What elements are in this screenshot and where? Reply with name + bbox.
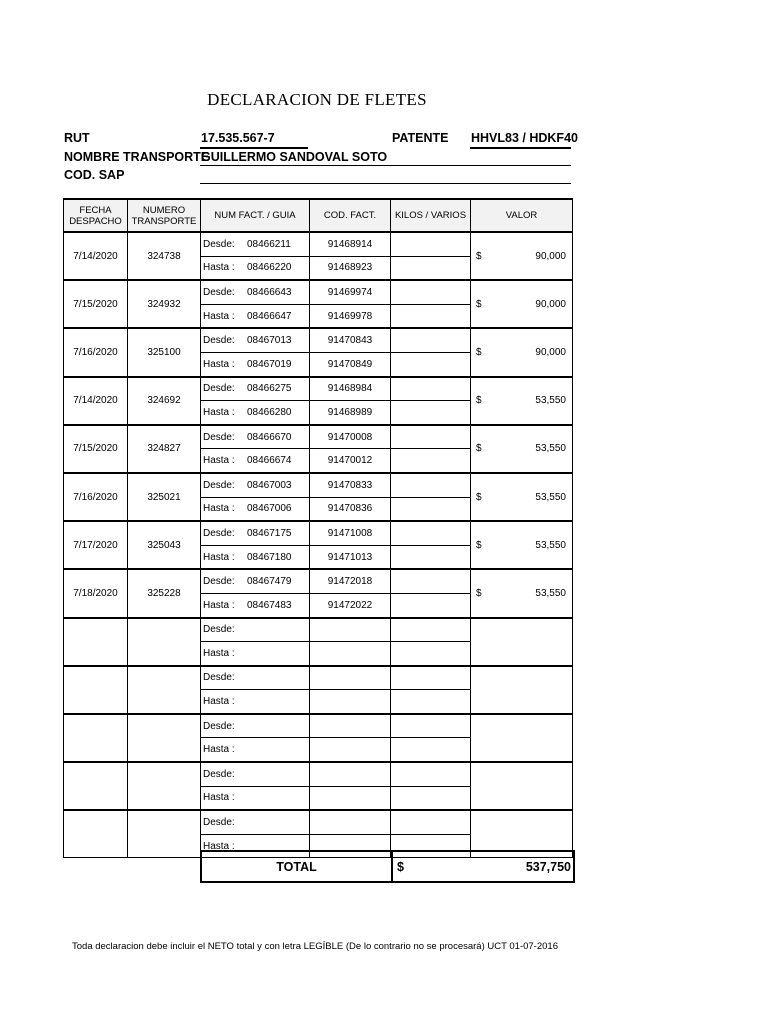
valor-amount: 53,550 bbox=[535, 539, 566, 551]
guia-desde-cell bbox=[201, 232, 310, 256]
guia-hasta-cell bbox=[201, 304, 310, 328]
numero-cell: 325021 bbox=[128, 473, 201, 521]
guia-hasta-value: 08466647 bbox=[247, 310, 292, 322]
desde-label: Desde: bbox=[203, 720, 235, 732]
numero-cell: 324738 bbox=[128, 232, 201, 280]
numero-cell bbox=[128, 714, 201, 762]
cod-desde-cell: 91469974 bbox=[310, 280, 391, 304]
cod-hasta-cell: 91468923 bbox=[310, 256, 391, 280]
hasta-label: Hasta : bbox=[203, 503, 235, 515]
fecha-cell bbox=[64, 762, 128, 810]
kilos-cell bbox=[391, 377, 471, 401]
guia-hasta-value: 08467019 bbox=[247, 358, 292, 370]
desde-label: Desde: bbox=[203, 576, 235, 588]
table-row bbox=[64, 810, 573, 834]
valor-amount: 53,550 bbox=[535, 395, 566, 407]
table-row bbox=[64, 473, 573, 497]
valor-amount: 90,000 bbox=[535, 250, 566, 262]
cod-desde-cell: 91470008 bbox=[310, 425, 391, 449]
rut-label: RUT bbox=[64, 131, 90, 145]
guia-hasta-value: 08467483 bbox=[247, 599, 292, 611]
valor-currency: $ bbox=[476, 491, 482, 503]
guia-hasta-cell bbox=[201, 256, 310, 280]
col-fecha-despacho: FECHA DESPACHO bbox=[64, 199, 128, 232]
total-label: TOTAL bbox=[202, 852, 393, 881]
valor-currency: $ bbox=[476, 250, 482, 262]
kilos-cell bbox=[391, 473, 471, 497]
guia-hasta-cell bbox=[201, 738, 310, 762]
table-row bbox=[64, 425, 573, 449]
numero-cell: 324827 bbox=[128, 425, 201, 473]
table-row bbox=[64, 714, 573, 738]
cod-desde-cell: 91471008 bbox=[310, 521, 391, 545]
guia-desde-cell bbox=[201, 328, 310, 352]
valor-cell bbox=[471, 328, 573, 376]
desde-label: Desde: bbox=[203, 768, 235, 780]
guia-desde-value: 08466275 bbox=[247, 383, 292, 395]
valor-cell bbox=[471, 473, 573, 521]
valor-cell bbox=[471, 618, 573, 666]
valor-cell bbox=[471, 569, 573, 617]
fecha-cell: 7/18/2020 bbox=[64, 569, 128, 617]
desde-label: Desde: bbox=[203, 238, 235, 250]
guia-desde-cell bbox=[201, 666, 310, 690]
hasta-label: Hasta : bbox=[203, 647, 235, 659]
cod-desde-cell: 91468984 bbox=[310, 377, 391, 401]
kilos-cell bbox=[391, 690, 471, 714]
guia-desde-cell bbox=[201, 762, 310, 786]
desde-label: Desde: bbox=[203, 624, 235, 636]
guia-hasta-value: 08466280 bbox=[247, 406, 292, 418]
patente-value: HHVL83 / HDKF40 bbox=[471, 131, 578, 145]
guia-hasta-value: 08466220 bbox=[247, 262, 292, 274]
col-kilos-varios: KILOS / VARIOS bbox=[391, 199, 471, 232]
cod-hasta-cell: 91470012 bbox=[310, 449, 391, 473]
cod-hasta-cell: 91469978 bbox=[310, 304, 391, 328]
table-row bbox=[64, 328, 573, 352]
kilos-cell bbox=[391, 545, 471, 569]
desde-label: Desde: bbox=[203, 383, 235, 395]
numero-cell: 325043 bbox=[128, 521, 201, 569]
numero-cell: 324692 bbox=[128, 377, 201, 425]
kilos-cell bbox=[391, 618, 471, 642]
kilos-cell bbox=[391, 425, 471, 449]
kilos-cell bbox=[391, 593, 471, 617]
desde-label: Desde: bbox=[203, 527, 235, 539]
cod-desde-cell bbox=[310, 810, 391, 834]
valor-cell bbox=[471, 666, 573, 714]
hasta-label: Hasta : bbox=[203, 744, 235, 756]
kilos-cell bbox=[391, 497, 471, 521]
valor-cell bbox=[471, 714, 573, 762]
cod-desde-cell: 91468914 bbox=[310, 232, 391, 256]
hasta-label: Hasta : bbox=[203, 262, 235, 274]
hasta-label: Hasta : bbox=[203, 840, 235, 852]
valor-currency: $ bbox=[476, 443, 482, 455]
total-value: 537,750 bbox=[525, 859, 571, 874]
guia-desde-cell bbox=[201, 810, 310, 834]
guia-hasta-cell bbox=[201, 497, 310, 521]
guia-desde-value: 08467175 bbox=[247, 527, 292, 539]
kilos-cell bbox=[391, 762, 471, 786]
guia-desde-value: 08466211 bbox=[247, 238, 291, 250]
kilos-cell bbox=[391, 304, 471, 328]
total-row bbox=[200, 850, 575, 883]
footer-note: Toda declaracion debe incluir el NETO total y con letra LEGÍBLE (De lo contrario no se procesará) UCT 01-07-2016 bbox=[72, 941, 558, 952]
valor-cell bbox=[471, 232, 573, 280]
kilos-cell bbox=[391, 401, 471, 425]
kilos-cell bbox=[391, 449, 471, 473]
guia-hasta-cell bbox=[201, 401, 310, 425]
numero-cell bbox=[128, 666, 201, 714]
desde-label: Desde: bbox=[203, 286, 235, 298]
guia-hasta-cell bbox=[201, 642, 310, 666]
valor-amount: 53,550 bbox=[535, 443, 566, 455]
cod-hasta-cell bbox=[310, 786, 391, 810]
numero-cell bbox=[128, 762, 201, 810]
guia-desde-value: 08467003 bbox=[247, 479, 292, 491]
valor-currency: $ bbox=[476, 395, 482, 407]
fecha-cell: 7/16/2020 bbox=[64, 473, 128, 521]
page-title: DECLARACION DE FLETES bbox=[207, 90, 427, 109]
cod-desde-cell bbox=[310, 618, 391, 642]
guia-desde-cell bbox=[201, 521, 310, 545]
guia-desde-value: 08466643 bbox=[247, 286, 292, 298]
desde-label: Desde: bbox=[203, 335, 235, 347]
hasta-label: Hasta : bbox=[203, 310, 235, 322]
valor-cell bbox=[471, 762, 573, 810]
cod-hasta-cell: 91470836 bbox=[310, 497, 391, 521]
table-row bbox=[64, 232, 573, 256]
patente-underline bbox=[470, 147, 571, 149]
numero-cell bbox=[128, 810, 201, 858]
table-header-row bbox=[64, 199, 573, 232]
cod-hasta-cell: 91470849 bbox=[310, 352, 391, 376]
valor-amount: 53,550 bbox=[535, 491, 566, 503]
kilos-cell bbox=[391, 256, 471, 280]
patente-label: PATENTE bbox=[392, 131, 449, 145]
guia-desde-cell bbox=[201, 569, 310, 593]
valor-amount: 90,000 bbox=[535, 298, 566, 310]
guia-hasta-value: 08467006 bbox=[247, 503, 292, 515]
guia-hasta-cell bbox=[201, 593, 310, 617]
desde-label: Desde: bbox=[203, 672, 235, 684]
fecha-cell bbox=[64, 714, 128, 762]
desde-label: Desde: bbox=[203, 817, 235, 829]
numero-cell: 324932 bbox=[128, 280, 201, 328]
guia-desde-cell bbox=[201, 618, 310, 642]
valor-cell bbox=[471, 280, 573, 328]
desde-label: Desde: bbox=[203, 431, 235, 443]
guia-hasta-cell bbox=[201, 449, 310, 473]
hasta-label: Hasta : bbox=[203, 358, 235, 370]
table-row bbox=[64, 618, 573, 642]
total-currency: $ bbox=[397, 859, 404, 874]
valor-currency: $ bbox=[476, 587, 482, 599]
valor-amount: 90,000 bbox=[535, 346, 566, 358]
fecha-cell: 7/17/2020 bbox=[64, 521, 128, 569]
kilos-cell bbox=[391, 714, 471, 738]
table-row bbox=[64, 569, 573, 593]
valor-currency: $ bbox=[476, 539, 482, 551]
kilos-cell bbox=[391, 352, 471, 376]
kilos-cell bbox=[391, 569, 471, 593]
fecha-cell: 7/15/2020 bbox=[64, 280, 128, 328]
guia-hasta-cell bbox=[201, 690, 310, 714]
valor-currency: $ bbox=[476, 298, 482, 310]
kilos-cell bbox=[391, 232, 471, 256]
cod-desde-cell bbox=[310, 762, 391, 786]
guia-desde-value: 08466670 bbox=[247, 431, 292, 443]
cod-desde-cell bbox=[310, 666, 391, 690]
table-row bbox=[64, 762, 573, 786]
fecha-cell: 7/14/2020 bbox=[64, 377, 128, 425]
table-row bbox=[64, 280, 573, 304]
cod-hasta-cell bbox=[310, 642, 391, 666]
cod-hasta-cell: 91471013 bbox=[310, 545, 391, 569]
table-row bbox=[64, 377, 573, 401]
nombre-transporte-label: NOMBRE TRANSPORTE bbox=[64, 150, 210, 164]
col-cod-fact: COD. FACT. bbox=[310, 199, 391, 232]
valor-cell bbox=[471, 521, 573, 569]
guia-desde-value: 08467479 bbox=[247, 576, 292, 588]
cod-sap-label: COD. SAP bbox=[64, 168, 125, 182]
hasta-label: Hasta : bbox=[203, 455, 235, 467]
freight-table bbox=[63, 198, 573, 858]
numero-cell: 325228 bbox=[128, 569, 201, 617]
fecha-cell bbox=[64, 666, 128, 714]
kilos-cell bbox=[391, 666, 471, 690]
valor-amount: 53,550 bbox=[535, 587, 566, 599]
guia-hasta-cell bbox=[201, 352, 310, 376]
cod-hasta-cell: 91468989 bbox=[310, 401, 391, 425]
valor-currency: $ bbox=[476, 346, 482, 358]
desde-label: Desde: bbox=[203, 479, 235, 491]
guia-hasta-cell bbox=[201, 786, 310, 810]
cod-desde-cell bbox=[310, 714, 391, 738]
hasta-label: Hasta : bbox=[203, 792, 235, 804]
cod-sap-underline bbox=[200, 183, 571, 184]
table-row bbox=[64, 521, 573, 545]
guia-hasta-cell bbox=[201, 545, 310, 569]
fecha-cell bbox=[64, 810, 128, 858]
fecha-cell: 7/16/2020 bbox=[64, 328, 128, 376]
guia-desde-cell bbox=[201, 377, 310, 401]
rut-value: 17.535.567-7 bbox=[201, 131, 275, 145]
numero-cell bbox=[128, 618, 201, 666]
guia-desde-cell bbox=[201, 425, 310, 449]
hasta-label: Hasta : bbox=[203, 696, 235, 708]
hasta-label: Hasta : bbox=[203, 599, 235, 611]
valor-cell bbox=[471, 377, 573, 425]
cod-hasta-cell bbox=[310, 690, 391, 714]
cod-hasta-cell bbox=[310, 738, 391, 762]
cod-desde-cell: 91470833 bbox=[310, 473, 391, 497]
nombre-transporte-value: GUILLERMO SANDOVAL SOTO bbox=[201, 150, 388, 164]
kilos-cell bbox=[391, 810, 471, 834]
table-row bbox=[64, 666, 573, 690]
col-numero-transporte: NUMERO TRANSPORTE bbox=[128, 199, 201, 232]
fecha-cell: 7/15/2020 bbox=[64, 425, 128, 473]
kilos-cell bbox=[391, 738, 471, 762]
cod-desde-cell: 91470843 bbox=[310, 328, 391, 352]
rut-underline bbox=[200, 147, 308, 149]
fecha-cell: 7/14/2020 bbox=[64, 232, 128, 280]
guia-hasta-value: 08466674 bbox=[247, 455, 292, 467]
guia-hasta-value: 08467180 bbox=[247, 551, 292, 563]
fecha-cell bbox=[64, 618, 128, 666]
numero-cell: 325100 bbox=[128, 328, 201, 376]
guia-desde-cell bbox=[201, 714, 310, 738]
kilos-cell bbox=[391, 280, 471, 304]
kilos-cell bbox=[391, 786, 471, 810]
kilos-cell bbox=[391, 642, 471, 666]
nombre-underline bbox=[200, 165, 571, 166]
guia-desde-value: 08467013 bbox=[247, 335, 292, 347]
col-num-fact-guia: NUM FACT. / GUIA bbox=[201, 199, 310, 232]
guia-desde-cell bbox=[201, 280, 310, 304]
kilos-cell bbox=[391, 328, 471, 352]
cod-hasta-cell: 91472022 bbox=[310, 593, 391, 617]
hasta-label: Hasta : bbox=[203, 551, 235, 563]
kilos-cell bbox=[391, 521, 471, 545]
valor-cell bbox=[471, 425, 573, 473]
guia-desde-cell bbox=[201, 473, 310, 497]
cod-desde-cell: 91472018 bbox=[310, 569, 391, 593]
col-valor: VALOR bbox=[471, 199, 573, 232]
hasta-label: Hasta : bbox=[203, 406, 235, 418]
